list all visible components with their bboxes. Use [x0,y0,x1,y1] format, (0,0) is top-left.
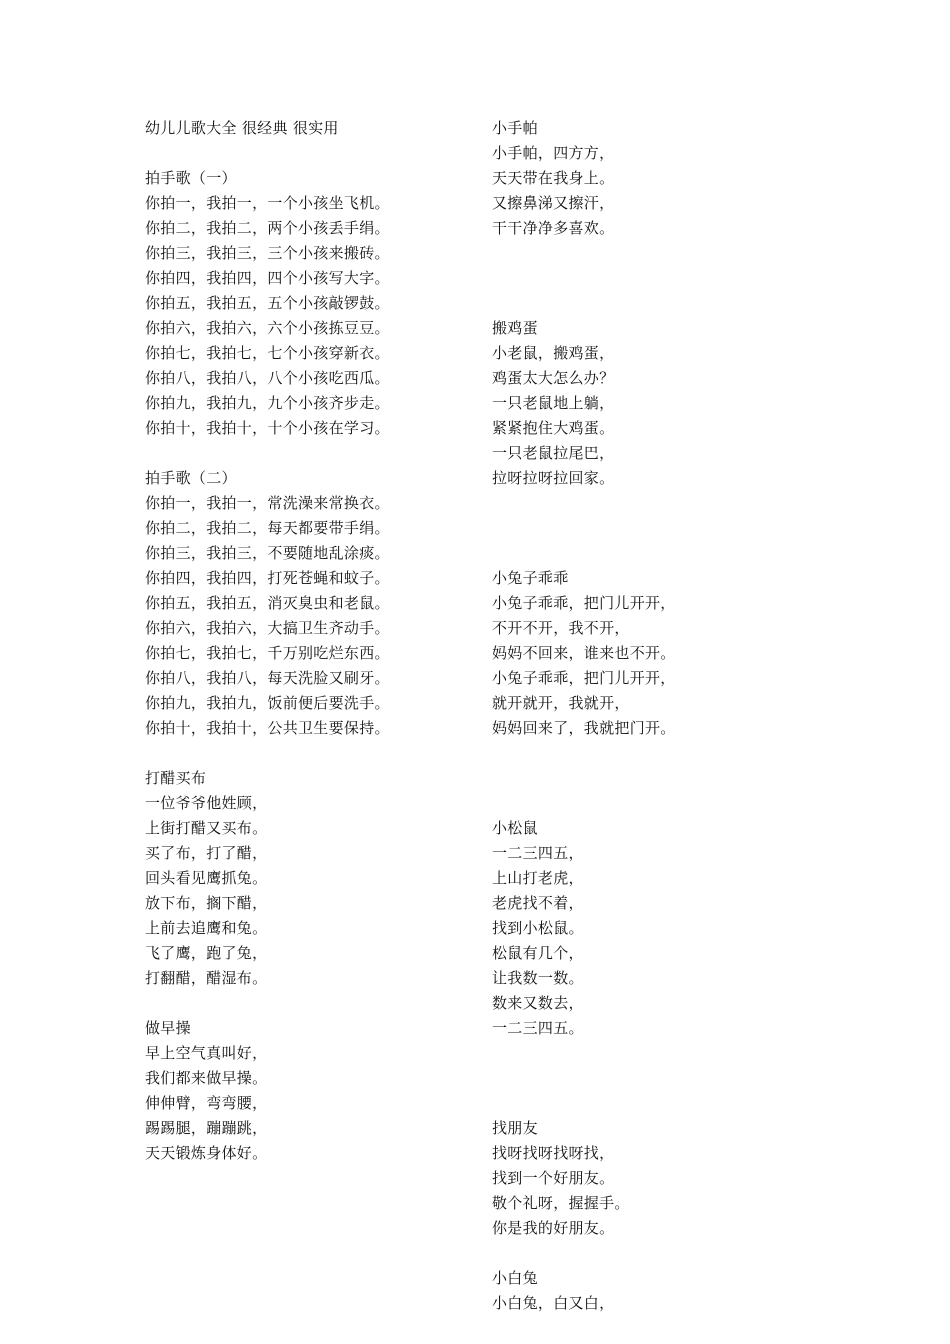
poem-line: 你拍五，我拍五，五个小孩敲锣鼓。 [145,294,390,312]
poem-line: 早上空气真叫好， [145,1044,268,1062]
poem-line: 你拍六，我拍六，六个小孩拣豆豆。 [145,319,390,337]
poem-line: 你拍二，我拍二，两个小孩丢手绢。 [145,219,390,237]
poem-line: 你拍五，我拍五，消灭臭虫和老鼠。 [145,594,390,612]
poem-line: 小老鼠，搬鸡蛋， [492,344,615,362]
poem-line: 老虎找不着， [492,894,584,912]
poem-line: 放下布，搁下醋， [145,894,268,912]
poem-line: 你拍九，我拍九，九个小孩齐步走。 [145,394,390,412]
poem-line: 回头看见鹰抓兔。 [145,869,268,887]
poem-line: 你拍四，我拍四，四个小孩写大字。 [145,269,390,287]
poem-line: 上山打老虎， [492,869,584,887]
poem-line: 让我数一数。 [492,969,584,987]
poem-line: 妈妈回来了，我就把门开。 [492,719,676,737]
poem-line: 上街打醋又买布。 [145,819,268,837]
left-column [145,116,475,1166]
poem-line: 你拍七，我拍七，七个小孩穿新衣。 [145,344,390,362]
poem-line: 你拍一，我拍一，一个小孩坐飞机。 [145,194,390,212]
poem-line: 小兔子乖乖，把门儿开开， [492,669,676,687]
poem-line: 小兔子乖乖，把门儿开开， [492,594,676,612]
poem-line: 你拍一，我拍一，常洗澡来常换衣。 [145,494,390,512]
poem-line: 一位爷爷他姓顾， [145,794,268,812]
poem-title: 找朋友 [492,1119,538,1137]
poem-line: 拉呀拉呀拉回家。 [492,469,615,487]
poem-line: 你拍十，我拍十，十个小孩在学习。 [145,419,390,437]
right-column [492,116,912,1316]
poem-title: 小白兔 [492,1269,538,1287]
poem-line: 你拍三，我拍三，三个小孩来搬砖。 [145,244,390,262]
poem-line: 你拍六，我拍六，大搞卫生齐动手。 [145,619,390,637]
poem-title: 小兔子乖乖 [492,569,569,587]
poem-line: 你拍九，我拍九，饭前便后要洗手。 [145,694,390,712]
poem-line: 天天锻炼身体好。 [145,1144,268,1162]
poem-line: 小手帕，四方方， [492,144,615,162]
poem-line: 不开不开，我不开， [492,619,630,637]
poem-line: 找呀找呀找呀找， [492,1144,615,1162]
poem-line: 妈妈不回来，谁来也不开。 [492,644,676,662]
poem-line: 踢踢腿，蹦蹦跳， [145,1119,268,1137]
document-title: 幼儿儿歌大全 很经典 很实用 [145,119,339,137]
poem-line: 天天带在我身上。 [492,169,615,187]
poem-line: 打翻醋，醋湿布。 [145,969,268,987]
poem-line: 敬个礼呀，握握手。 [492,1194,630,1212]
poem-line: 你拍二，我拍二，每天都要带手绢。 [145,519,390,537]
poem-line: 一二三四五， [492,844,584,862]
poem-title: 拍手歌（二） [145,469,237,487]
poem-title: 拍手歌（一） [145,169,237,187]
poem-line: 松鼠有几个， [492,944,584,962]
poem-line: 你拍七，我拍七，千万别吃烂东西。 [145,644,390,662]
poem-line: 小白兔，白又白， [492,1294,615,1312]
poem-line: 又擦鼻涕又擦汗， [492,194,615,212]
poem-line: 买了布，打了醋， [145,844,268,862]
poem-line: 数来又数去， [492,994,584,1012]
poem-line: 伸伸臂，弯弯腰， [145,1094,268,1112]
poem-line: 我们都来做早操。 [145,1069,268,1087]
poem-line: 你拍八，我拍八，八个小孩吃西瓜。 [145,369,390,387]
poem-line: 你是我的好朋友。 [492,1219,615,1237]
poem-line: 飞了鹰，跑了兔， [145,944,268,962]
poem-line: 鸡蛋太大怎么办？ [492,369,615,387]
poem-line: 找到一个好朋友。 [492,1169,615,1187]
poem-line: 就开就开，我就开， [492,694,630,712]
poem-title: 小松鼠 [492,819,538,837]
poem-title: 打醋买布 [145,769,207,787]
poem-line: 你拍八，我拍八，每天洗脸又刷牙。 [145,669,390,687]
poem-line: 你拍三，我拍三，不要随地乱涂痰。 [145,544,390,562]
poem-line: 一只老鼠地上躺， [492,394,615,412]
poem-line: 你拍四，我拍四，打死苍蝇和蚊子。 [145,569,390,587]
poem-line: 一二三四五。 [492,1019,584,1037]
poem-title: 做早操 [145,1019,191,1037]
poem-title: 小手帕 [492,119,538,137]
poem-line: 上前去追鹰和兔。 [145,919,268,937]
poem-line: 你拍十，我拍十，公共卫生要保持。 [145,719,390,737]
poem-line: 找到小松鼠。 [492,919,584,937]
poem-line: 一只老鼠拉尾巴， [492,444,615,462]
poem-title: 搬鸡蛋 [492,319,538,337]
poem-line: 干干净净多喜欢。 [492,219,615,237]
poem-line: 紧紧抱住大鸡蛋。 [492,419,615,437]
